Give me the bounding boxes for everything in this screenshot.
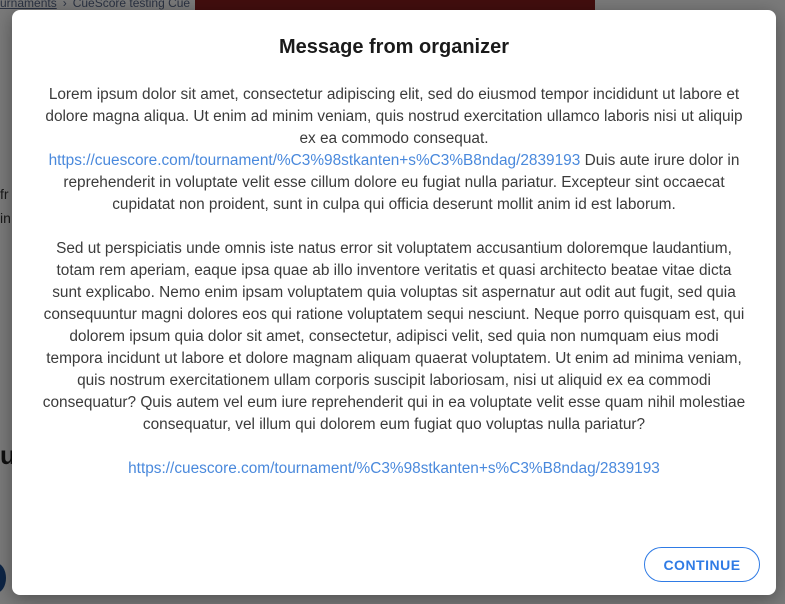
tournament-link-inline[interactable]: https://cuescore.com/tournament/%C3%98stkanten+s%C3%B8ndag/2839193	[48, 152, 581, 169]
organizer-message-dialog	[12, 10, 776, 595]
continue-button[interactable]: CONTINUE	[644, 547, 760, 582]
tournament-link[interactable]: https://cuescore.com/tournament/%C3%98stkanten+s%C3%B8ndag/2839193	[128, 460, 660, 477]
dialog-body	[42, 84, 746, 480]
message-paragraph-3	[42, 458, 746, 480]
dialog-title: Message from organizer	[278, 36, 510, 58]
paragraph-1-text-before: Lorem ipsum dolor sit amet, consectetur adipiscing elit, sed do eiusmod tempor incididunt ut labore et dolore magna aliqua. Ut enim ad minim veniam, quis nostrud exercitation ullamco laboris nisi ut aliquip ex ea commodo consequat.	[45, 86, 743, 147]
paragraph-1-text-after: Duis aute irure dolor in reprehenderit in voluptate velit esse cillum dolore eu fugiat nulla pariatur. Excepteur sint occaecat cupidatat non proident, sunt in culpa qui officia deserunt mollit anim id est laborum.	[63, 152, 740, 213]
message-paragraph-2: Sed ut perspiciatis unde omnis iste natus error sit voluptatem accusantium doloremque laudantium, totam rem aperiam, eaque ipsa quae ab illo inventore veritatis et quasi architecto beatae vitae dicta sunt explicabo. Nemo enim ipsam voluptatem quia voluptas sit aspernatur aut odit aut fugit, sed quia consequuntur magni dolores eos qui ratione voluptatem sequi nesciunt. Neque porro quisquam est, qui dolorem ipsum quia dolor sit amet, consectetur, adipisci velit, sed quia non numquam eius modi tempora incidunt ut labore et dolore magnam aliquam quaerat voluptatem. Ut enim ad minima veniam, quis nostrum exercitationem ullam corporis suscipit laboriosam, nisi ut aliquid ex ea commodi consequatur? Quis autem vel eum iure reprehenderit qui in ea voluptate velit esse quam nihil molestiae consequatur, vel illum qui dolorem eum fugiat quo voluptas nulla pariatur?	[42, 240, 746, 433]
message-paragraph-1	[42, 84, 746, 216]
